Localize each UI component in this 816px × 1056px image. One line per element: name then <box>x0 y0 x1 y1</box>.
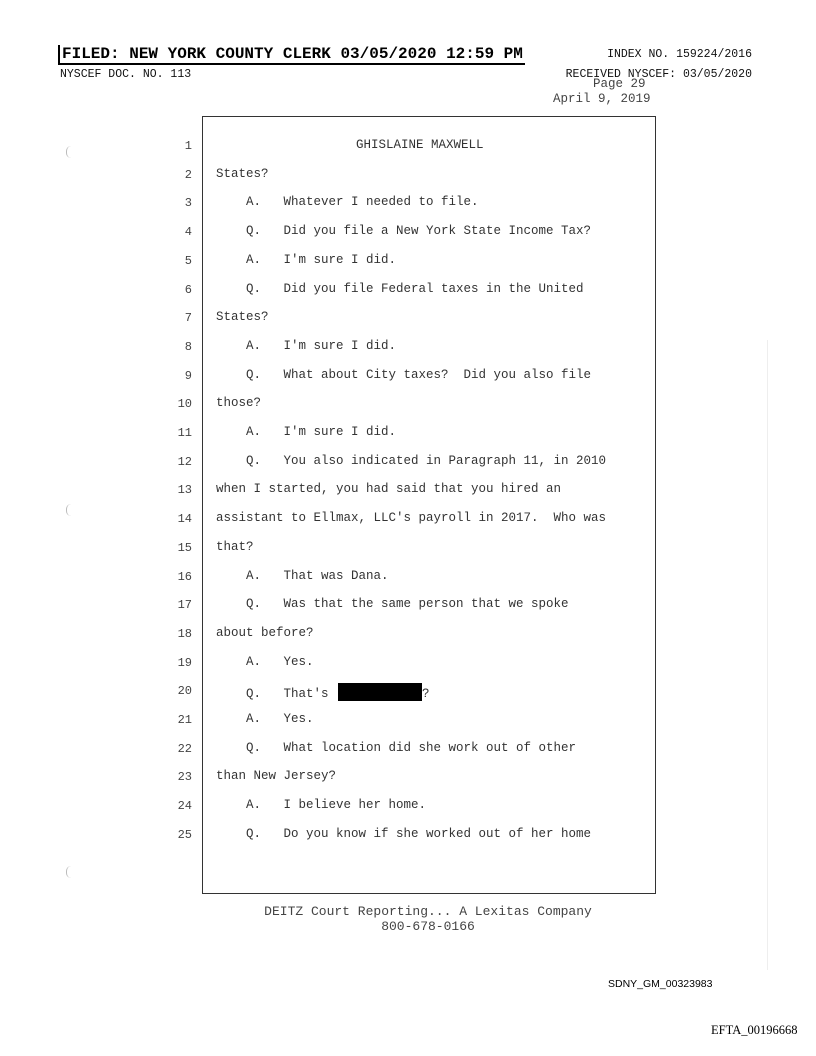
transcript-line-text <box>216 769 336 783</box>
line-text: that? <box>216 539 254 554</box>
line-text: Q. Do you know if she worked out of her home <box>216 826 592 841</box>
transcript-line-text <box>216 482 561 496</box>
transcript-line-text <box>216 167 269 181</box>
line-number: 23 <box>177 770 192 785</box>
transcript-line-text <box>216 626 314 640</box>
line-text: GHISLAINE MAXWELL <box>356 138 484 152</box>
line-number: 7 <box>184 311 192 326</box>
line-number: 18 <box>177 626 192 641</box>
transcript-line-text <box>216 798 426 812</box>
transcript-line-text <box>216 368 591 382</box>
transcript-line-text <box>216 741 576 755</box>
line-text: those? <box>216 396 262 411</box>
transcript-line-text <box>216 253 396 267</box>
line-number: 12 <box>177 454 192 469</box>
line-number: 16 <box>177 569 192 584</box>
line-suffix: ? <box>422 687 430 702</box>
line-number: 20 <box>177 684 192 699</box>
witness-name-heading <box>356 138 484 152</box>
line-text: A. Whatever I needed to file. <box>216 195 479 210</box>
line-number: 14 <box>177 512 192 527</box>
line-text: about before? <box>216 625 314 640</box>
line-number: 19 <box>177 655 192 670</box>
reporter-phone: 800-678-0166 <box>381 919 475 934</box>
transcript-line-text <box>216 425 396 439</box>
line-number: 2 <box>184 167 192 182</box>
deposition-date: April 9, 2019 <box>553 92 651 106</box>
transcript-line-text <box>216 827 591 841</box>
transcript-line-text <box>216 569 389 583</box>
line-text: Q. You also indicated in Paragraph 11, in 2010 <box>216 453 607 468</box>
transcript-line-text <box>216 310 269 324</box>
line-number: 21 <box>177 713 192 727</box>
transcript-line-text <box>216 511 606 525</box>
filed-stamp: FILED: NEW YORK COUNTY CLERK 03/05/2020 12:59 PM <box>62 45 523 63</box>
line-text: A. Yes. <box>216 654 314 669</box>
line-number: 5 <box>184 253 192 268</box>
index-number: INDEX NO. 159224/2016 <box>607 48 752 61</box>
transcript-line-text <box>216 655 314 669</box>
transcript-line-text <box>216 597 569 611</box>
bates-number: SDNY_GM_00323983 <box>608 978 713 990</box>
line-number: 10 <box>177 397 192 412</box>
transcript-line-text <box>216 224 591 238</box>
efta-number: EFTA_00196668 <box>711 1023 798 1037</box>
line-number: 24 <box>177 799 192 814</box>
redaction-bar <box>338 683 422 701</box>
nyscef-doc-number: NYSCEF DOC. NO. 113 <box>60 68 192 81</box>
received-date: RECEIVED NYSCEF: 03/05/2020 <box>565 68 752 81</box>
line-text: A. I'm sure I did. <box>216 425 397 439</box>
line-text: Q. What location did she work out of other <box>216 740 577 755</box>
scan-mark <box>66 504 71 516</box>
line-number: 8 <box>184 339 192 354</box>
scan-mark <box>66 146 71 158</box>
line-text: A. I'm sure I did. <box>216 252 397 267</box>
line-number: 11 <box>177 426 192 440</box>
line-text: A. I'm sure I did. <box>216 338 397 353</box>
line-text: A. Yes. <box>216 712 314 726</box>
transcript-line-text <box>216 712 314 726</box>
line-text: Q. Was that the same person that we spoke <box>216 597 569 612</box>
line-number: 9 <box>184 368 192 383</box>
transcript-line-text <box>216 195 479 209</box>
line-text: Q. That's <box>216 687 337 702</box>
line-text: States? <box>216 310 269 325</box>
scan-edge <box>767 340 768 970</box>
transcript-line-text <box>216 282 584 296</box>
transcript-line-text <box>216 454 606 468</box>
line-text: Q. What about City taxes? Did you also file <box>216 367 592 382</box>
line-text: than New Jersey? <box>216 769 337 784</box>
reporter-name: DEITZ Court Reporting... A Lexitas Company <box>264 904 592 919</box>
line-text: A. That was Dana. <box>216 568 389 583</box>
line-text: when I started, you had said that you hired an <box>216 482 562 497</box>
line-number: 25 <box>177 827 192 842</box>
transcript-line-text <box>216 396 261 410</box>
line-number: 4 <box>184 225 192 240</box>
line-text: Q. Did you file Federal taxes in the United <box>216 281 584 296</box>
page-number: Page 29 <box>593 77 646 91</box>
line-number: 1 <box>184 139 192 153</box>
transcript-line-text <box>216 540 254 554</box>
scan-mark <box>66 866 71 878</box>
line-text: A. I believe her home. <box>216 798 427 813</box>
line-number: 13 <box>177 483 192 498</box>
line-number: 3 <box>184 196 192 211</box>
line-text: States? <box>216 166 269 181</box>
line-number: 15 <box>177 540 192 555</box>
line-text: Q. Did you file a New York State Income Tax? <box>216 224 592 239</box>
transcript-line-text <box>216 339 396 353</box>
line-number: 6 <box>184 282 192 297</box>
transcript-line-text <box>216 683 430 701</box>
line-text: assistant to Ellmax, LLC's payroll in 2017. Who was <box>216 511 607 526</box>
line-number: 22 <box>177 741 192 756</box>
line-number: 17 <box>177 598 192 613</box>
